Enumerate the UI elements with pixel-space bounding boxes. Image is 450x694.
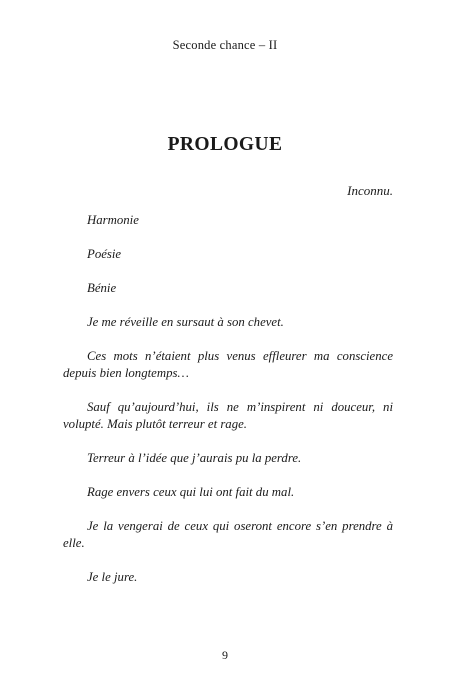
paragraph-poesie: Poésie: [87, 247, 122, 261]
paragraph-reveil: Je me réveille en sursaut à son chevet.: [87, 315, 284, 329]
narrator-label: Inconnu.: [347, 183, 393, 198]
paragraph-benie: Bénie: [87, 281, 117, 295]
page-number: 9: [222, 648, 228, 662]
chapter-title: PROLOGUE: [167, 134, 283, 155]
paragraph-jure: Je le jure.: [87, 570, 138, 584]
paragraph-vengerai: Je la vengerai de ceux qui oseront encore s’en prendre à elle.: [63, 519, 393, 550]
paragraph-sauf: Sauf qu’aujourd’hui, ils ne m’inspirent ni douceur, ni volupté. Mais plutôt terreur et rage.: [63, 400, 393, 431]
paragraph-terreur: Terreur à l’idée que j’aurais pu la perdre.: [87, 451, 302, 465]
running-header: Seconde chance – II: [172, 38, 278, 52]
paragraph-rage: Rage envers ceux qui lui ont fait du mal.: [87, 485, 295, 499]
body-text: [63, 212, 393, 603]
paragraph-mots: Ces mots n’étaient plus venus effleurer ma conscience depuis bien longtemps…: [63, 349, 393, 380]
paragraph-harmonie: Harmonie: [87, 213, 139, 227]
